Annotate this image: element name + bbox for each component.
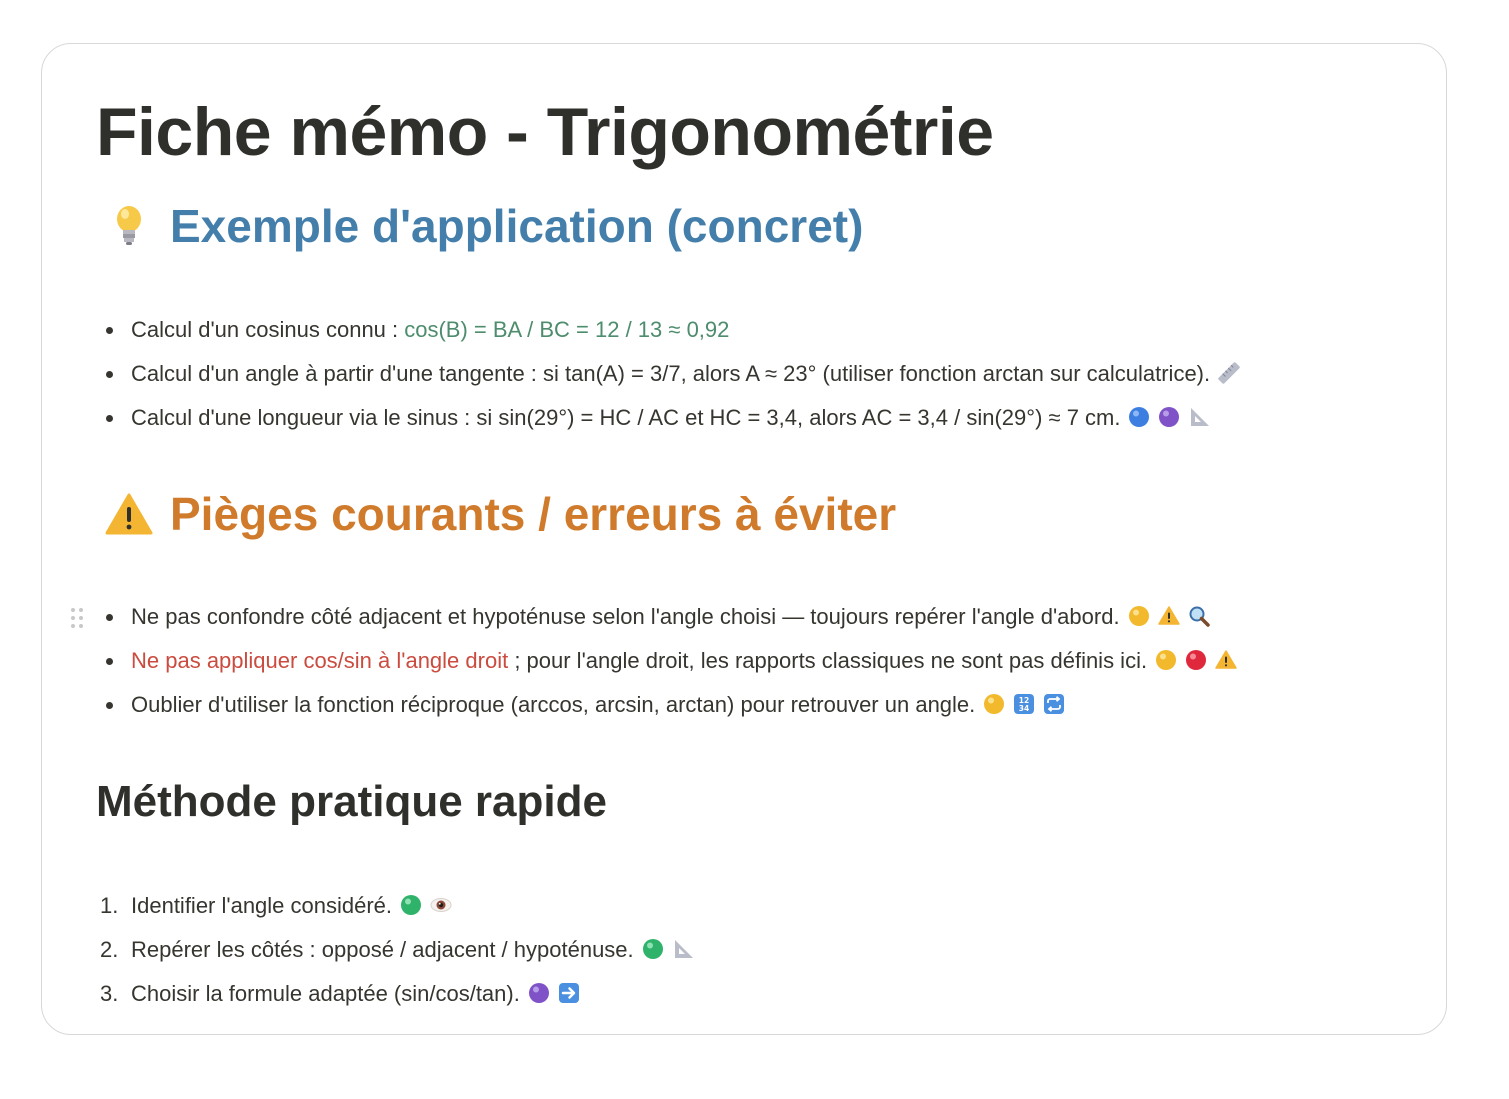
section-heading-example bbox=[104, 198, 863, 255]
list-item: Ne pas confondre côté adjacent et hypoténuse selon l'angle choisi — toujours repérer l'angle d'abord. bbox=[0, 595, 1237, 639]
list-item: Calcul d'un angle à partir d'une tangente : si tan(A) = 3/7, alors A ≈ 23° (utiliser fonction arctan sur calculatrice). bbox=[0, 352, 1240, 396]
triangular-ruler-icon bbox=[1188, 406, 1210, 428]
lightbulb-icon bbox=[104, 201, 154, 251]
section-heading-method: Méthode pratique rapide bbox=[96, 777, 607, 826]
pitfalls-list bbox=[0, 595, 1237, 727]
section-heading-pitfalls-text: Pièges courants / erreurs à éviter bbox=[170, 488, 897, 540]
purple-circle-icon bbox=[1158, 406, 1180, 428]
green-circle-icon bbox=[400, 894, 422, 916]
section-heading-pitfalls bbox=[104, 486, 896, 543]
red-circle-icon bbox=[1185, 649, 1207, 671]
triangular-ruler-icon bbox=[672, 938, 694, 960]
repeat-icon bbox=[1043, 693, 1065, 715]
list-item: 1. Identifier l'angle considéré. bbox=[0, 884, 694, 928]
purple-circle-icon bbox=[528, 982, 550, 1004]
svg-text:12: 12 bbox=[1019, 696, 1030, 706]
page-title: Fiche mémo - Trigonométrie bbox=[96, 94, 994, 170]
ruler-icon bbox=[1218, 362, 1240, 384]
green-circle-icon bbox=[642, 938, 664, 960]
warning-icon bbox=[1215, 649, 1237, 671]
list-item: Oublier d'utiliser la fonction réciproque (arccos, arcsin, arctan) pour retrouver un angle. 12 34 bbox=[0, 683, 1237, 727]
section-heading-example-text: Exemple d'application (concret) bbox=[170, 200, 864, 252]
yellow-circle-icon bbox=[1128, 605, 1150, 627]
method-list bbox=[0, 884, 694, 1016]
example-list bbox=[0, 308, 1240, 440]
warning-icon bbox=[1158, 605, 1180, 627]
list-item: Calcul d'un cosinus connu : cos(B) = BA / BC = 12 / 13 ≈ 0,92 bbox=[0, 308, 1240, 352]
list-item: Calcul d'une longueur via le sinus : si sin(29°) = HC / AC et HC = 3,4, alors AC = 3,4 / sin(29°) ≈ 7 cm. bbox=[0, 396, 1240, 440]
yellow-circle-icon bbox=[1155, 649, 1177, 671]
eye-icon bbox=[430, 894, 452, 916]
svg-text:34: 34 bbox=[1019, 704, 1030, 714]
magnifier-icon bbox=[1188, 605, 1210, 627]
numbers-icon bbox=[1013, 693, 1035, 715]
list-item: Ne pas appliquer cos/sin à l'angle droit ; pour l'angle droit, les rapports classiques ne sont pas définis ici. bbox=[0, 639, 1237, 683]
right-arrow-icon bbox=[558, 982, 580, 1004]
warning-icon bbox=[104, 489, 154, 539]
yellow-circle-icon bbox=[983, 693, 1005, 715]
formula-highlight: cos(B) = BA / BC = 12 / 13 ≈ 0,92 bbox=[404, 317, 730, 342]
warning-highlight: Ne pas appliquer cos/sin à l'angle droit bbox=[131, 648, 509, 673]
blue-circle-icon bbox=[1128, 406, 1150, 428]
list-item: 3. Choisir la formule adaptée (sin/cos/tan). bbox=[0, 972, 694, 1016]
list-item: 2. Repérer les côtés : opposé / adjacent / hypoténuse. bbox=[0, 928, 694, 972]
